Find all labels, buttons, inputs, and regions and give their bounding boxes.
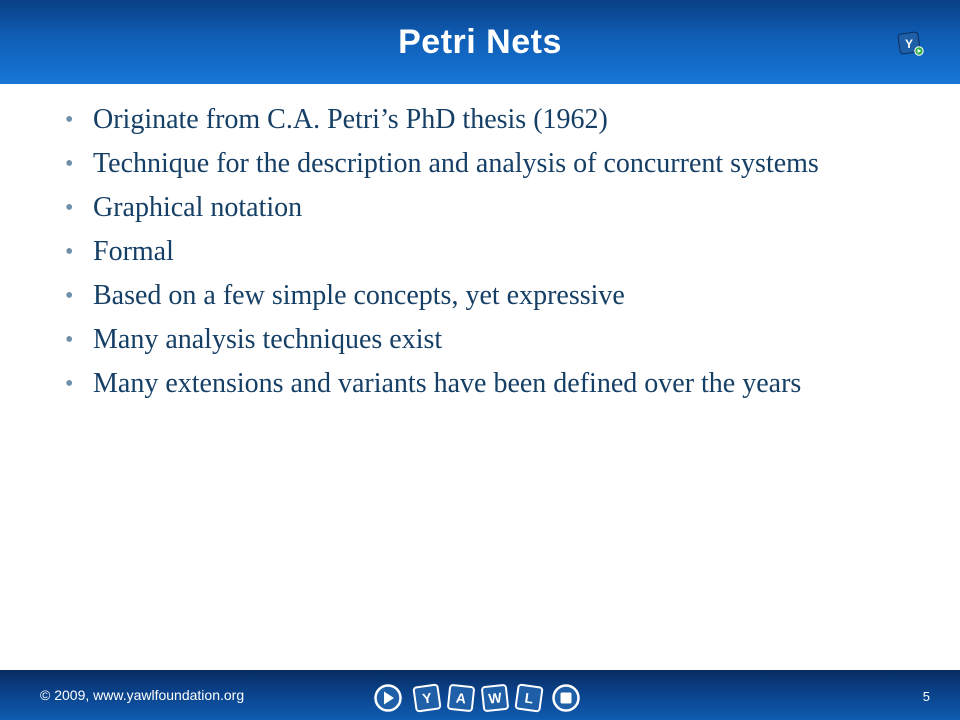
bullet-text: Originate from C.A. Petri’s PhD thesis (1962) — [93, 104, 608, 135]
bullet-marker: • — [65, 239, 74, 265]
play-icon — [376, 686, 401, 711]
bullet-text: Based on a few simple concepts, yet expressive — [93, 280, 625, 311]
stop-icon — [554, 686, 579, 711]
logo-tile-y — [413, 684, 440, 711]
bullet-text: Many extensions and variants have been defined over the years — [93, 368, 802, 399]
bullet-item — [60, 368, 880, 400]
logo-tile-w — [482, 685, 508, 711]
page-number: 5 — [922, 689, 930, 704]
logo-tile-l — [515, 684, 542, 711]
bullet-marker: • — [65, 283, 74, 309]
yawl-badge-icon — [896, 30, 924, 58]
logo-letter: L — [523, 689, 535, 707]
bullet-marker: • — [65, 107, 74, 133]
bullet-text: Many analysis techniques exist — [93, 324, 443, 355]
logo-letter: A — [455, 689, 467, 707]
bullet-marker: • — [65, 151, 74, 177]
bullet-item — [60, 192, 880, 224]
bullet-marker: • — [65, 195, 74, 221]
bullet-text: Formal — [93, 236, 174, 267]
bullet-item — [60, 236, 880, 268]
logo-tile-a — [448, 685, 474, 711]
bullet-item — [60, 148, 880, 180]
logo-letter: Y — [421, 689, 433, 707]
bullet-text: Graphical notation — [93, 192, 303, 223]
bullet-marker: • — [65, 371, 74, 397]
yawl-logo-strip — [372, 682, 584, 714]
bullet-item — [60, 104, 880, 136]
bullet-item — [60, 280, 880, 312]
bullet-item — [60, 324, 880, 356]
slide-title: Petri Nets — [398, 23, 562, 61]
bullet-list-container — [60, 104, 880, 412]
bullet-marker: • — [65, 327, 74, 353]
footer-copyright: © 2009, www.yawlfoundation.org — [40, 687, 245, 703]
badge-letter: Y — [904, 37, 914, 51]
bullet-list — [60, 104, 880, 400]
logo-letter: W — [487, 689, 503, 707]
bullet-text: Technique for the description and analysis of concurrent systems — [93, 148, 819, 179]
